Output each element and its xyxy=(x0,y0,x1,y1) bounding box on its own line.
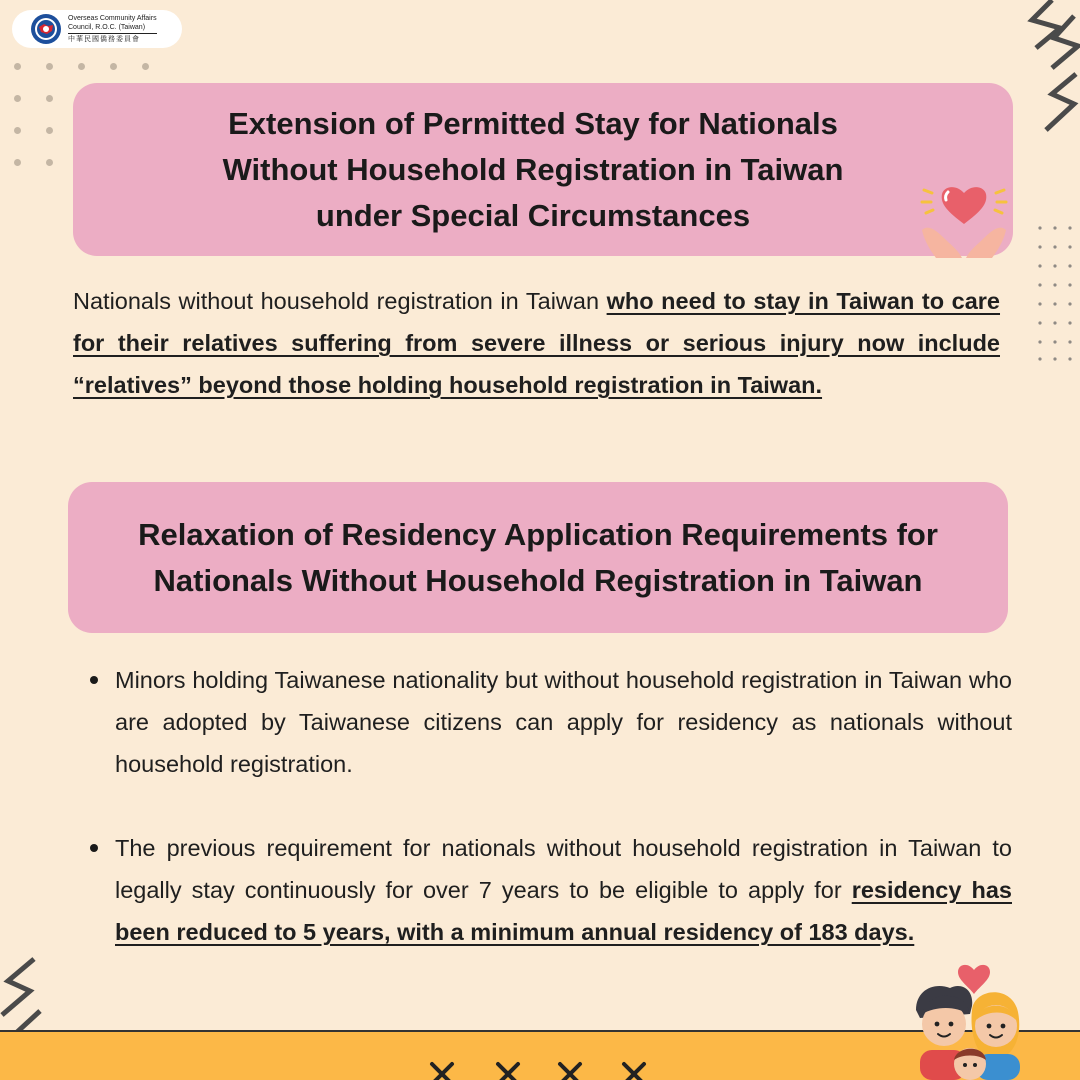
section1-body xyxy=(73,280,1000,406)
bullet2-emphasis: residency has been reduced to 5 years, with a minimum annual residency of 183 days. xyxy=(115,877,1012,945)
section2-title-line1: Relaxation of Residency Application Requirements for xyxy=(138,516,938,552)
section1-title-line1: Extension of Permitted Stay for Nationals xyxy=(228,105,838,141)
section1-title-line2: Without Household Registration in Taiwan xyxy=(222,151,844,187)
section1-body-plain: Nationals without household registration in Taiwan xyxy=(73,288,607,314)
section2-title-line2: Nationals Without Household Registration in Taiwan xyxy=(153,562,923,598)
zigzag-icon xyxy=(1012,0,1080,135)
bullet2-plain: The previous requirement for nationals without household registration in Taiwan to legally stay continuously for over 7 years to be eligible to apply for xyxy=(115,835,1012,903)
logo-org-name-en-1: Overseas Community Affairs xyxy=(68,15,157,22)
logo-text xyxy=(68,14,157,44)
section2-title-banner xyxy=(68,482,1008,633)
x-mark-icon xyxy=(428,1060,652,1080)
section2-bullet-list xyxy=(88,659,1012,953)
section1-title-line3: under Special Circumstances xyxy=(315,197,751,233)
family-illustration-icon xyxy=(912,962,1042,1080)
logo-org-name-en-2: Council, R.O.C. (Taiwan) xyxy=(68,24,146,31)
section2-title xyxy=(138,512,938,604)
ocac-logo xyxy=(12,10,182,48)
logo-org-name-zh: 中華民國僑務委員會 xyxy=(68,33,157,44)
section1-title xyxy=(193,101,873,239)
bullet1-text: Minors holding Taiwanese nationality but without household registration in Taiwan who are adopted by Taiwanese citizens can apply for residency as nationals without household registration. xyxy=(115,667,1012,777)
heart-in-hands-icon xyxy=(918,180,1010,258)
section1-body-emphasis: who need to stay in Taiwan to care for their relatives suffering from severe illness or serious injury now include “relatives” beyond those holding household registration in Taiwan. xyxy=(73,288,1001,398)
list-item xyxy=(88,827,1012,953)
list-item xyxy=(88,659,1012,785)
section1-title-banner xyxy=(73,83,1013,256)
small-dot-grid-decoration xyxy=(1038,226,1074,362)
ocac-emblem-icon xyxy=(30,13,62,45)
